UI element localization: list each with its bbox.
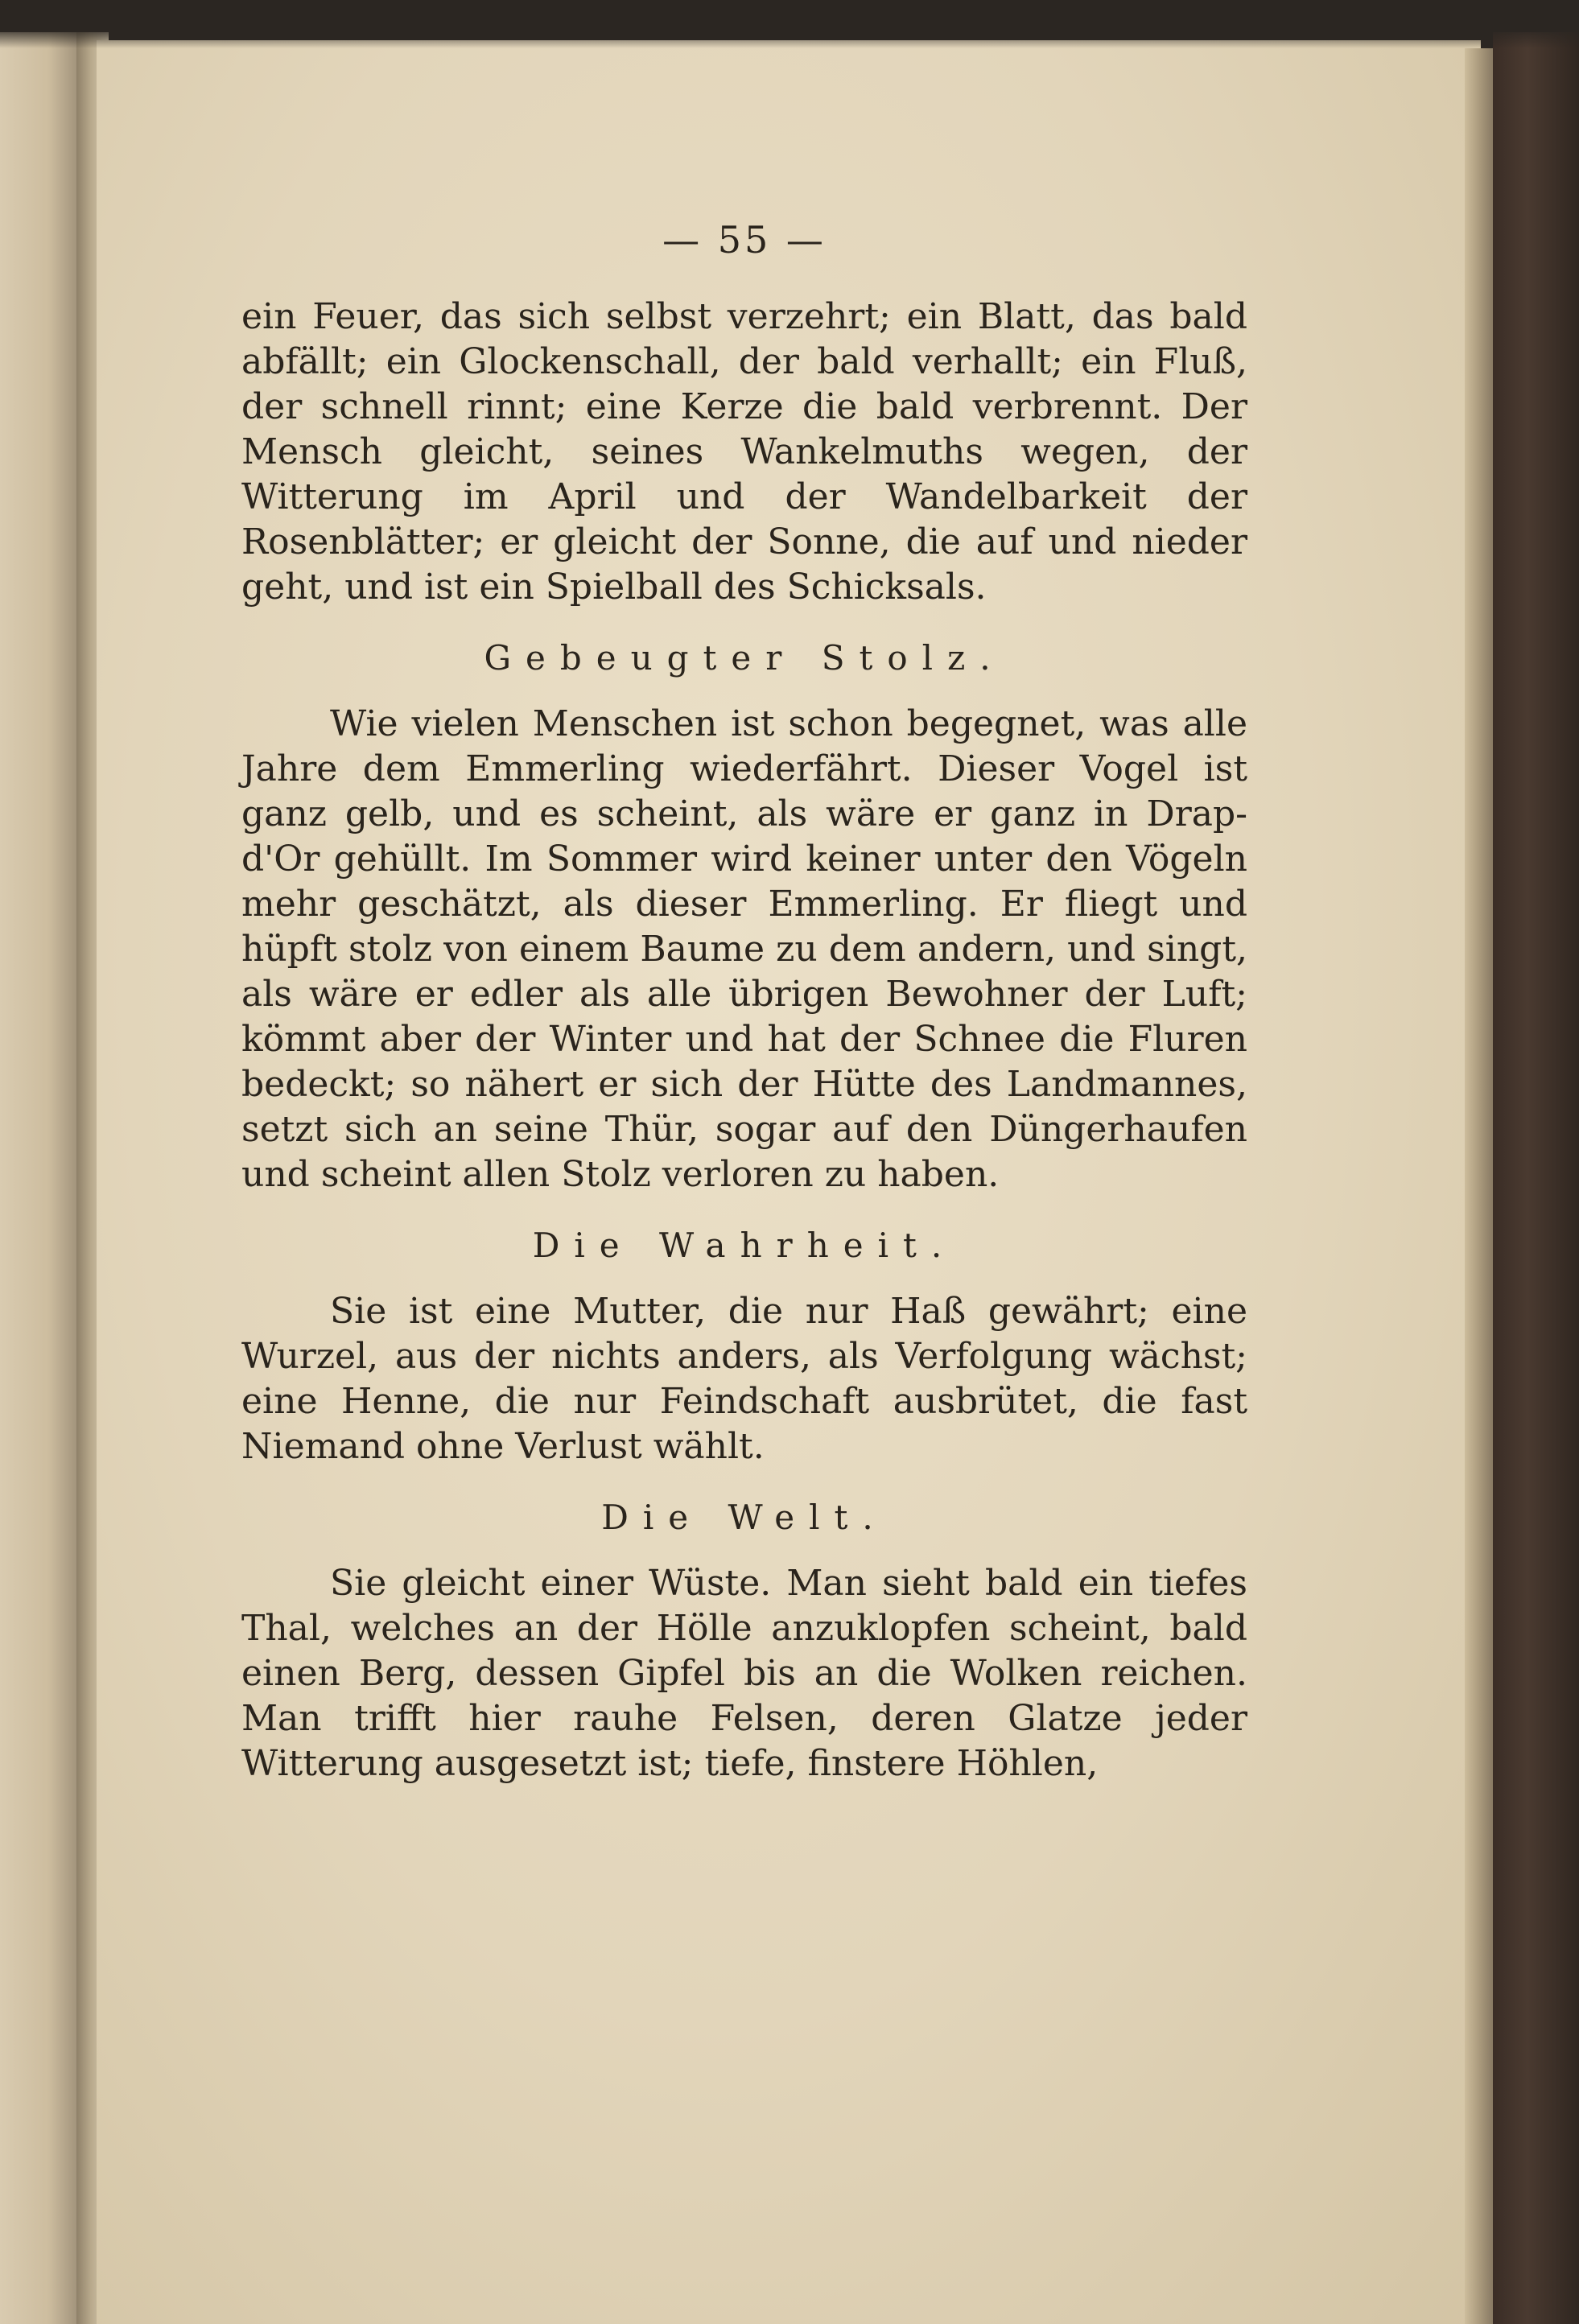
page-number: — 55 — [662, 218, 827, 262]
text-block [241, 217, 1247, 1786]
book-cover-edge [1493, 32, 1579, 2324]
intro-paragraph: ein Feuer, das sich selbst verzehrt; ein Blatt, das bald abfällt; ein Glockenschall, der bald verhallt; ein Fluß, der schnell rinnt; eine Kerze die bald verbrennt. Der Mensch gleicht, seines Wankelmuths wegen, der Witterung im April und der Wandelbarkeit der Rosenblätter; er gleicht der Sonne, die auf und nieder geht, und ist ein Spielball des Schicksals. [241, 296, 1247, 608]
section-heading-die-wahrheit: Die Wahrheit. [532, 1226, 957, 1265]
section-body-die-wahrheit: Sie ist eine Mutter, die nur Haß gewährt; eine Wurzel, aus der nichts anders, als Verfolgung wächst; eine Henne, die nur Feindschaft ausbrütet, die fast Niemand ohne Verlust wählt. [241, 1291, 1247, 1467]
left-page-edge [0, 32, 80, 2324]
section-heading-gebeugter-stolz: Gebeugter Stolz. [484, 638, 1005, 678]
section-body-gebeugter-stolz: Wie vielen Menschen ist schon begegnet, was alle Jahre dem Emmerling wiederfährt. Dieser Vogel ist ganz gelb, und es scheint, als wäre er ganz in Drap-d'Or gehüllt. Im Sommer wird keiner unter den Vögeln mehr geschätzt, als dieser Emmerling. Er fliegt und hüpft stolz von einem Baume zu dem andern, und singt, als wäre er edler als alle übrigen Bewohner der Luft; kömmt aber der Winter und hat der Schnee die Fluren bedeckt; so nähert er sich der Hütte des Landmannes, setzt sich an seine Thür, sogar auf den Düngerhaufen und scheint allen Stolz verloren zu haben. [241, 703, 1247, 1195]
section-body-die-welt: Sie gleicht einer Wüste. Man sieht bald ein tiefes Thal, welches an der Hölle anzuklopfen scheint, bald einen Berg, dessen Gipfel bis an die Wolken reichen. Man trifft hier rauhe Felsen, deren Glatze jeder Witterung ausgesetzt ist; tiefe, finstere Höhlen, [241, 1563, 1247, 1784]
top-background [0, 0, 1579, 48]
section-heading-die-welt: Die Welt. [601, 1498, 888, 1537]
